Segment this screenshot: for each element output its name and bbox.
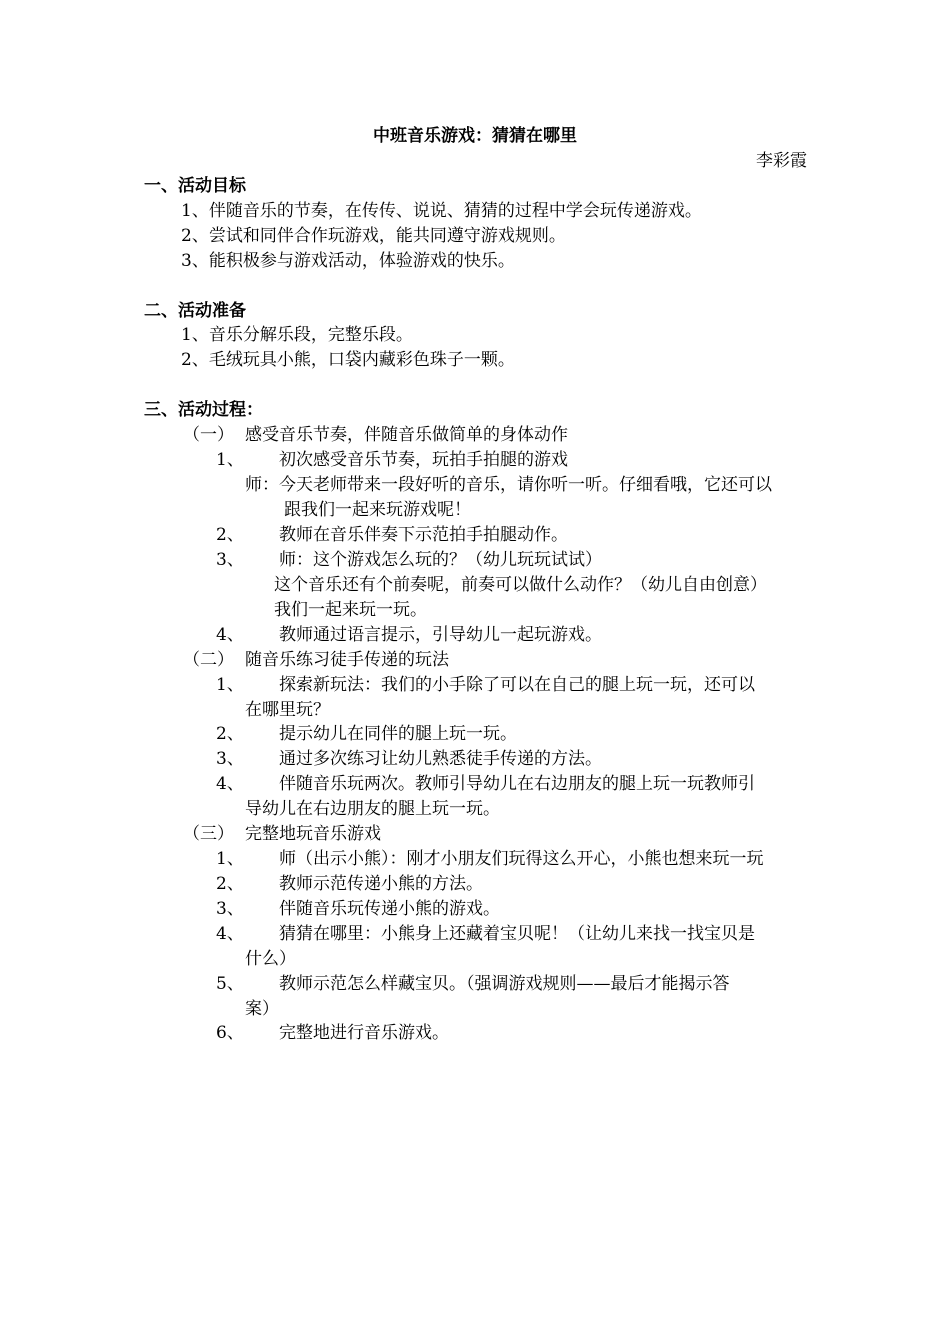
step-text-continued: 导幼儿在右边朋友的腿上玩一玩。 [245, 799, 500, 819]
step-text: 伴随音乐玩两次。教师引导幼儿在右边朋友的腿上玩一玩教师引 [279, 774, 755, 794]
teacher-speech: 师：今天老师带来一段好听的音乐，请你听一听。仔细看哦，它还可以 [245, 475, 772, 495]
step-text: 教师示范传递小熊的方法。 [279, 874, 483, 894]
step-text: 教师在音乐伴奏下示范拍手拍腿动作。 [279, 525, 568, 545]
step-text: 师（出示小熊）：刚才小朋友们玩得这么开心，小熊也想来玩一玩 [279, 849, 764, 869]
part-title: 感受音乐节奏，伴随音乐做简单的身体动作 [245, 425, 568, 445]
step-text: 师：这个游戏怎么玩的？（幼儿玩玩试试） [279, 550, 602, 570]
author-name: 李彩霞 [756, 151, 807, 171]
section-heading-goals: 一、活动目标 [144, 176, 246, 196]
prelude-question: 这个音乐还有个前奏呢，前奏可以做什么动作？（幼儿自由创意） [274, 575, 767, 595]
step-number: 2、 [216, 874, 244, 894]
part-number: （二） [183, 650, 234, 670]
preparation-item: 1、音乐分解乐段，完整乐段。 [181, 325, 413, 345]
part-number: （三） [183, 824, 234, 844]
play-together-line: 我们一起来玩一玩。 [274, 600, 427, 620]
step-number: 6、 [216, 1023, 244, 1043]
step-text: 探索新玩法：我们的小手除了可以在自己的腿上玩一玩，还可以 [279, 675, 755, 695]
step-text: 猜猜在哪里：小熊身上还藏着宝贝呢！（让幼儿来找一找宝贝是 [279, 924, 755, 944]
part-title: 随音乐练习徒手传递的玩法 [245, 650, 449, 670]
preparation-item: 2、毛绒玩具小熊，口袋内藏彩色珠子一颗。 [181, 350, 515, 370]
step-number: 3、 [216, 749, 244, 769]
teacher-speech-continued: 跟我们一起来玩游戏呢！ [284, 500, 471, 520]
step-number: 2、 [216, 724, 244, 744]
step-text-continued: 案） [245, 999, 279, 1019]
step-text: 初次感受音乐节奏，玩拍手拍腿的游戏 [279, 450, 568, 470]
step-text: 伴随音乐玩传递小熊的游戏。 [279, 899, 500, 919]
goal-item: 1、伴随音乐的节奏，在传传、说说、猜猜的过程中学会玩传递游戏。 [181, 201, 702, 221]
part-number: （一） [183, 425, 234, 445]
step-number: 5、 [216, 974, 244, 994]
step-number: 1、 [216, 450, 244, 470]
step-text: 提示幼儿在同伴的腿上玩一玩。 [279, 724, 517, 744]
step-number: 1、 [216, 675, 244, 695]
step-text: 完整地进行音乐游戏。 [279, 1023, 449, 1043]
step-number: 3、 [216, 550, 244, 570]
part-title: 完整地玩音乐游戏 [245, 824, 381, 844]
step-text: 教师示范怎么样藏宝贝。（强调游戏规则——最后才能揭示答 [279, 974, 730, 994]
step-number: 4、 [216, 924, 244, 944]
goal-item: 3、能积极参与游戏活动，体验游戏的快乐。 [181, 251, 515, 271]
section-heading-preparation: 二、活动准备 [144, 301, 246, 321]
section-heading-process: 三、活动过程： [144, 400, 263, 420]
step-text: 通过多次练习让幼儿熟悉徒手传递的方法。 [279, 749, 602, 769]
step-number: 2、 [216, 525, 244, 545]
step-number: 3、 [216, 899, 244, 919]
step-text-continued: 在哪里玩？ [245, 700, 330, 720]
step-number: 1、 [216, 849, 244, 869]
goal-item: 2、尝试和同伴合作玩游戏，能共同遵守游戏规则。 [181, 226, 566, 246]
step-number: 4、 [216, 774, 244, 794]
step-number: 4、 [216, 625, 244, 645]
document-title: 中班音乐游戏：猜猜在哪里 [373, 126, 577, 146]
step-text: 教师通过语言提示，引导幼儿一起玩游戏。 [279, 625, 602, 645]
step-text-continued: 什么） [245, 949, 296, 969]
